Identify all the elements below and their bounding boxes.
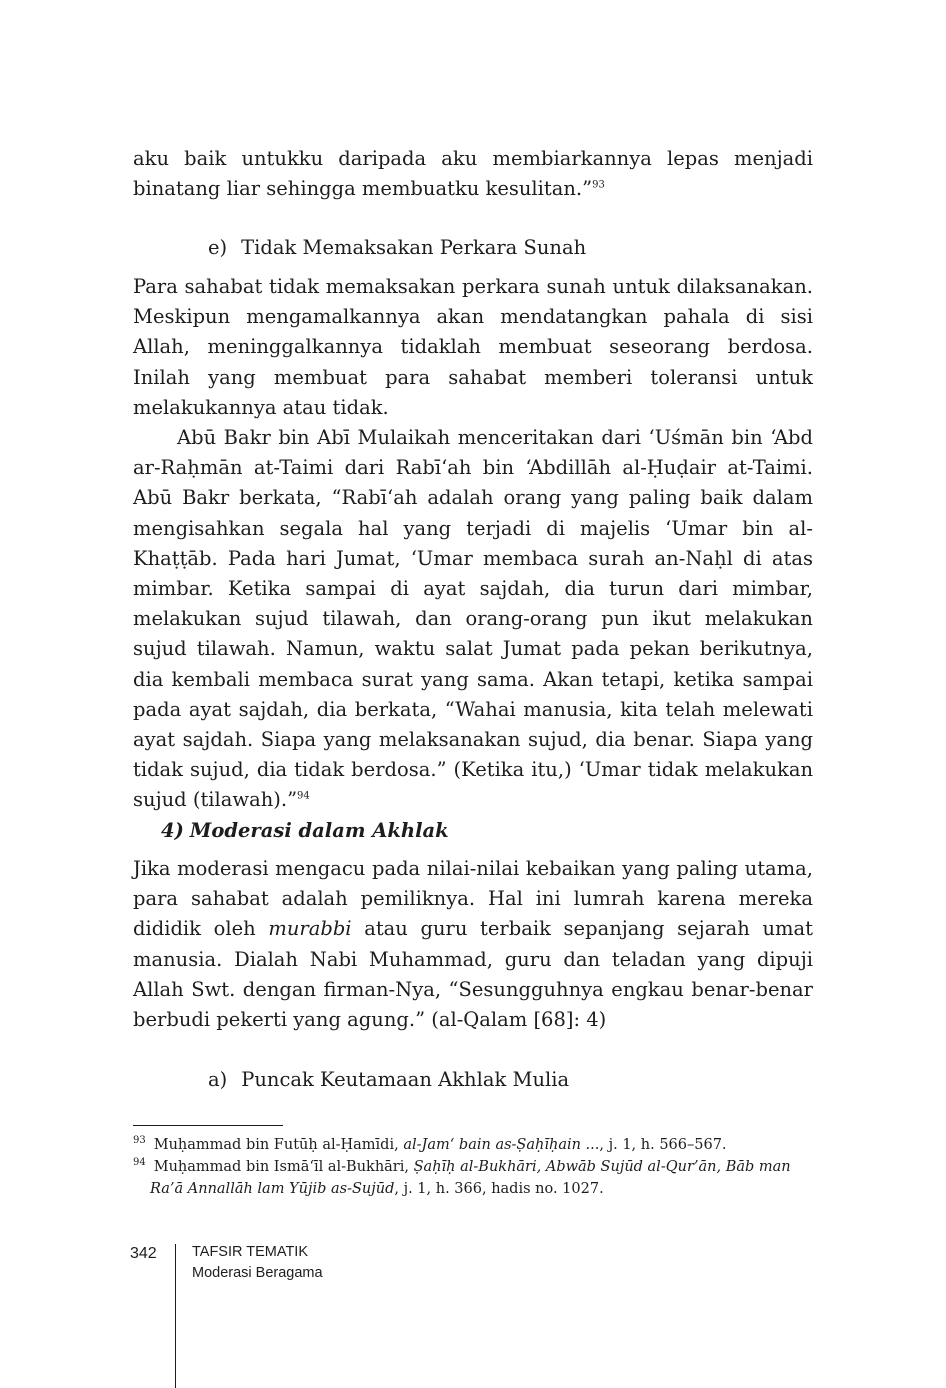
footnote-93 bbox=[133, 1134, 813, 1156]
subheading-title: Tidak Memaksakan Perkara Sunah bbox=[241, 236, 587, 259]
heading-marker: 4) bbox=[161, 819, 184, 842]
footnote-continuation bbox=[133, 1178, 813, 1200]
paragraph-text: aku baik untukku daripada aku membiarkannya lepas menjadi binatang liar sehingga membuatku kesulitan.” bbox=[133, 147, 813, 201]
footnote-title: Ra’ā Annallāh lam Yūjib as-Sujūd bbox=[150, 1181, 395, 1197]
paragraph-text: Jika moderasi mengacu pada nilai-nilai kebaikan yang paling utama, para sahabat adalah pemiliknya. Hal ini lumrah karena mereka dididik oleh bbox=[133, 857, 813, 941]
heading-4 bbox=[161, 816, 449, 846]
footnote-title: Ṣaḥīḥ al-Bukhāri, Abwāb Sujūd al-Qur’ān, Bāb man bbox=[413, 1159, 791, 1175]
paragraph-4 bbox=[133, 854, 813, 1035]
footnote-94 bbox=[133, 1156, 813, 1200]
paragraph-text: Abū Bakr bin Abī Mulaikah menceritakan dari ‘Uśmān bin ‘Abd ar-Raḥmān at-Taimi dari Rabī‘ah bin ‘Abdillāh al-Ḥuḍair at-Taimi. Abū Bakr berkata, “Rabī‘ah adalah orang yang paling baik dalam mengisahkan segala hal yang terjadi di majelis ‘Umar bin al-Khaṭṭāb. Pada hari Jumat, ‘Umar membaca surah an-Naḥl di atas mimbar. Ketika sampai di ayat sajdah, dia turun dari mimbar, melakukan sujud tilawah, dan orang-orang pun ikut melakukan sujud tilawah. Namun, waktu salat Jumat pada pekan berikutnya, dia kembali membaca surat yang sama. Akan tetapi, ketika sampai pada ayat sajdah, dia berkata, “Wahai manusia, kita telah melewati ayat sajdah. Siapa yang melaksanakan sujud, dia benar. Siapa yang tidak sujud, dia tidak berdosa.” (Ketika itu,) ‘Umar tidak melakukan sujud (tilawah).” bbox=[133, 426, 813, 812]
footer-divider bbox=[175, 1244, 176, 1388]
subheading-title: Puncak Keutamaan Akhlak Mulia bbox=[241, 1068, 570, 1091]
footnote-ref: 94 bbox=[297, 790, 310, 802]
heading-title: Moderasi dalam Akhlak bbox=[189, 819, 449, 842]
paragraph-text: atau guru terbaik sepanjang sejarah umat manusia. Dialah Nabi Muhammad, guru dan teladan yang dipuji Allah Swt. dengan firman-Nya, “Sesungguhnya engkau benar-benar berbudi pekerti yang agung.” (al-Qalam [68]: 4) bbox=[133, 917, 813, 1032]
subheading-marker: a) bbox=[208, 1068, 228, 1091]
footnote-title: al-Jam‘ bain as-Ṣaḥīḥain ... bbox=[403, 1137, 600, 1153]
paragraph-e1: Para sahabat tidak memaksakan perkara sunah untuk dilaksanakan. Meskipun mengamalkannya akan mendatangkan pahala di sisi Allah, meninggalkannya tidaklah membuat seseorang berdosa. Inilah yang membuat para sahabat memberi toleransi untuk melakukannya atau tidak. bbox=[133, 275, 813, 419]
page-number: 342 bbox=[130, 1245, 157, 1262]
footnote-text: , j. 1, h. 366, hadis no. 1027. bbox=[394, 1181, 604, 1197]
footnote-ref: 93 bbox=[592, 179, 605, 191]
paragraph-continuation bbox=[133, 144, 813, 204]
footnote-text: Muḥammad bin Futūḥ al-Ḥamīdi, bbox=[153, 1137, 404, 1153]
footer-book-subtitle: Moderasi Beragama bbox=[192, 1265, 323, 1281]
paragraph-e2 bbox=[133, 423, 813, 816]
footnote-number: 94 bbox=[133, 1157, 146, 1169]
footnote-number: 93 bbox=[133, 1135, 146, 1147]
subheading-e bbox=[208, 233, 586, 263]
subheading-marker: e) bbox=[208, 236, 228, 259]
footnote-text: , j. 1, h. 566–567. bbox=[599, 1137, 727, 1153]
subheading-a bbox=[208, 1065, 569, 1095]
italic-term: murabbi bbox=[268, 917, 352, 941]
footnote-text: Muḥammad bin Ismā‘īl al-Bukhāri, bbox=[153, 1159, 414, 1175]
footnote-divider bbox=[133, 1125, 283, 1126]
footer-book-title: TAFSIR TEMATIK bbox=[192, 1244, 309, 1260]
